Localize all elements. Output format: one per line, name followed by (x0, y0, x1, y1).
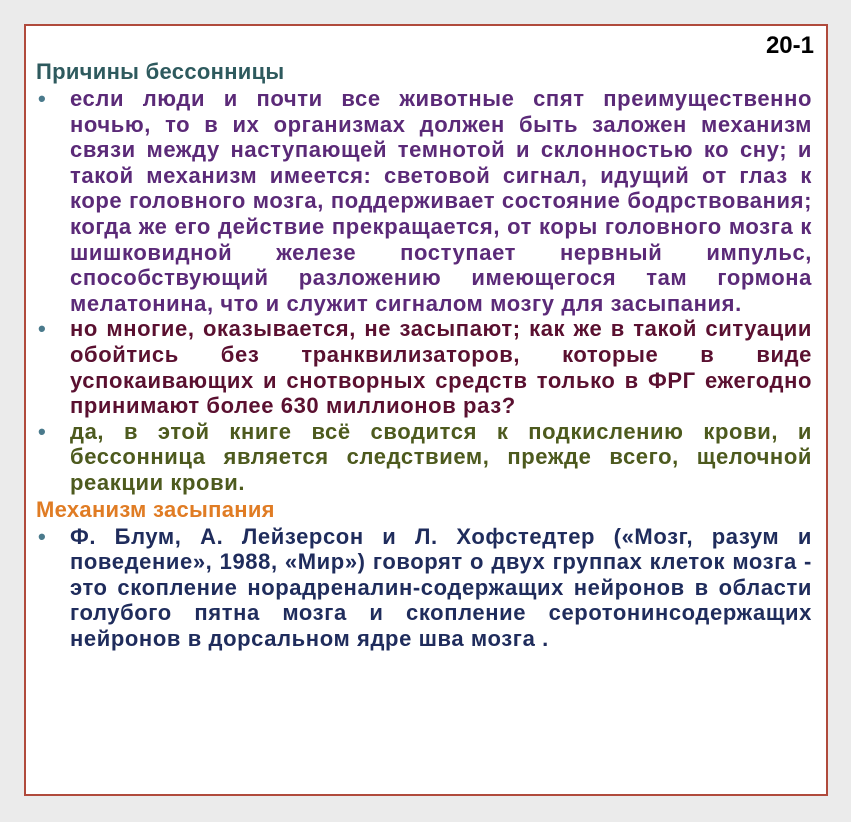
bullet-dot-icon: • (38, 316, 47, 342)
page-number: 20-1 (765, 32, 814, 59)
bullet-dot-icon: • (38, 523, 47, 549)
bullet-text-4: Ф. Блум, А. Лейзерсон и Л. Хофстедтер («Мозг, разум и поведение», 1988, «Мир») говорят о двух группах клеток мозга - это скопление норадреналин-содержащих нейронов в области голубого пятна мозга и скопление серотонинсодержащих нейронов в дорсальном ядре шва мозга . (70, 523, 812, 651)
bullet-text-2: но многие, оказывается, не засыпают; как же в такой ситуации обойтись без транквилизаторов, которые в виде успокаивающих и снотворных средств только в ФРГ ежегодно принимают более 630 миллионов раз? (70, 316, 812, 419)
bullet-text-3: да, в этой книге всё сводится к подкислению крови, и бессонница является следствием, прежде всего, щелочной реакции крови. (70, 418, 812, 495)
slide-frame (24, 24, 828, 796)
slide-content (36, 58, 812, 651)
section-title-mechanism: Механизм засыпания (36, 496, 275, 522)
bullet-text-1: если люди и почти все животные спят преимущественно ночью, то в их организмах должен быть заложен механизм связи между наступающей темнотой и склонностью ко сну; и такой механизм имеется: световой сигнал, идущий от глаз к коре головного мозга, поддерживает состояние бодрствования; когда же его действие прекращается, от коры головного мозга к шишковидной железе поступает нервный импульс, способствующий разложению имеющегося там гормона мелатонина, что и служит сигналом мозгу для засыпания. (70, 86, 812, 316)
section-title-causes: Причины бессонницы (36, 59, 285, 84)
bullet-item-1 (36, 86, 812, 316)
bullet-dot-icon: • (38, 86, 47, 111)
bullet-item-4 (36, 524, 812, 652)
bullet-dot-icon: • (38, 418, 47, 444)
bullet-item-2 (36, 316, 812, 418)
bullet-item-3 (36, 419, 812, 496)
